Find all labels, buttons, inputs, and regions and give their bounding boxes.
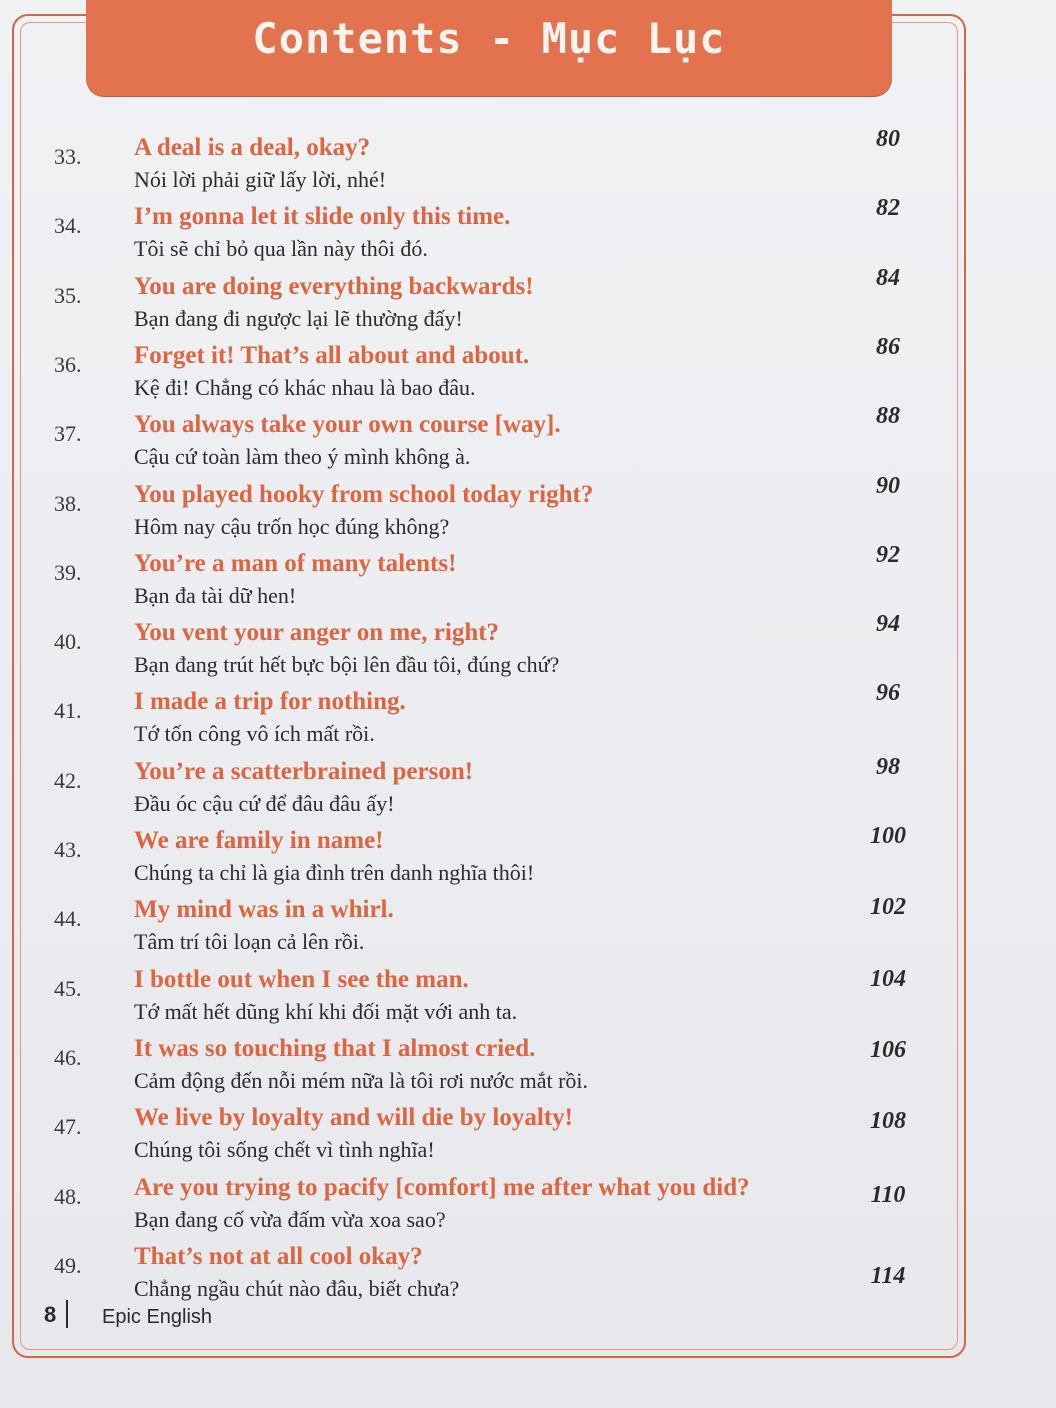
entry-number: 47. (54, 1114, 82, 1140)
toc-entry (0, 611, 960, 685)
entry-page-number: 100 (870, 823, 906, 849)
entry-vietnamese-title: Kệ đi! Chẳng có khác nhau là bao đâu. (134, 374, 476, 400)
entry-page-number: 102 (870, 894, 906, 921)
toc-entry (0, 195, 960, 269)
entry-page-number: 88 (876, 403, 900, 430)
toc-entry (0, 1104, 960, 1170)
entry-page-number: 86 (876, 333, 900, 360)
toc-entry (0, 1243, 960, 1309)
toc-entry (0, 1174, 960, 1240)
entry-number: 33. (54, 144, 82, 169)
entry-number: 43. (54, 837, 82, 862)
entry-page-number: 82 (876, 195, 900, 222)
entry-english-title: A deal is a deal, okay? (134, 134, 371, 161)
entry-number: 40. (54, 629, 82, 655)
entry-number: 39. (54, 559, 82, 585)
toc-entry (0, 264, 960, 339)
entry-number: 38. (54, 490, 82, 516)
toc-entry (0, 541, 960, 616)
toc-entry (0, 680, 960, 754)
entry-vietnamese-title: Bạn đang trút hết bực bội lên đầu tôi, đúng chứ? (134, 652, 560, 678)
entry-page-number: 108 (870, 1108, 906, 1135)
entry-english-title: It was so touching that I almost cried. (134, 1034, 536, 1062)
entry-vietnamese-title: Bạn đang đi ngược lại lẽ thường đấy! (134, 305, 463, 331)
entry-vietnamese-title: Hôm nay cậu trốn học đúng không? (134, 513, 450, 539)
toc-entry (0, 896, 960, 962)
entry-vietnamese-title: Bạn đang cố vừa đấm vừa xoa sao? (134, 1206, 446, 1232)
toc-entry (0, 966, 960, 1032)
entry-page-number: 96 (876, 680, 900, 707)
entry-english-title: Are you trying to pacify [comfort] me after what you did? (134, 1173, 750, 1201)
entry-vietnamese-title: Tôi sẽ chỉ bỏ qua lần này thôi đó. (134, 236, 428, 262)
toc-entry (0, 753, 960, 824)
toc-entry (0, 823, 960, 893)
entry-number: 44. (54, 906, 82, 932)
entry-number: 41. (54, 698, 82, 724)
toc-entry (0, 403, 960, 477)
entry-english-title: We are family in name! (134, 827, 384, 854)
entry-vietnamese-title: Chúng tôi sống chết vì tình nghĩa! (134, 1137, 435, 1163)
entry-number: 36. (54, 351, 82, 377)
entry-english-title: I’m gonna let it slide only this time. (134, 203, 511, 231)
entry-english-title: You played hooky from school today right? (134, 480, 594, 508)
entry-english-title: That’s not at all cool okay? (134, 1242, 423, 1270)
entry-english-title: You always take your own course [way]. (134, 411, 561, 439)
entry-english-title: Forget it! That’s all about and about. (134, 341, 530, 369)
entry-number: 42. (54, 767, 82, 793)
entry-english-title: You’re a man of many talents! (134, 549, 457, 577)
footer-book-title: Epic English (102, 1306, 213, 1328)
entry-number: 34. (54, 213, 82, 239)
entry-number: 35. (54, 282, 82, 308)
entry-page-number: 84 (876, 264, 900, 291)
entry-page-number: 114 (870, 1262, 906, 1289)
entry-number: 37. (54, 421, 82, 447)
entry-vietnamese-title: Tớ mất hết dũng khí khi đối mặt với anh ta. (134, 998, 518, 1024)
entry-page-number: 80 (876, 126, 900, 152)
entry-page-number: 92 (876, 541, 900, 568)
entry-english-title: My mind was in a whirl. (134, 896, 394, 924)
entry-number: 48. (54, 1183, 82, 1209)
entry-english-title: You are doing everything backwards! (134, 272, 534, 300)
entry-vietnamese-title: Đầu óc cậu cứ để đâu đâu ấy! (134, 790, 395, 816)
entry-vietnamese-title: Nói lời phải giữ lấy lời, nhé! (134, 167, 387, 192)
entry-page-number: 94 (876, 611, 900, 638)
entry-vietnamese-title: Chúng ta chỉ là gia đình trên danh nghĩa thôi! (134, 860, 535, 885)
entry-english-title: We live by loyalty and will die by loyalty! (134, 1104, 573, 1132)
entry-english-title: I made a trip for nothing. (134, 688, 406, 716)
toc-entry (0, 472, 960, 547)
entry-english-title: You vent your anger on me, right? (134, 619, 500, 647)
entry-number: 46. (54, 1044, 82, 1070)
page-title: Contents - Mục Lục (252, 14, 726, 63)
entry-page-number: 90 (876, 472, 900, 499)
entry-vietnamese-title: Chẳng ngầu chút nào đâu, biết chưa? (134, 1275, 460, 1301)
entry-vietnamese-title: Tớ tốn công vô ích mất rồi. (134, 721, 375, 747)
entry-page-number: 104 (870, 965, 906, 992)
toc-entry (0, 333, 960, 408)
entry-vietnamese-title: Cậu cứ toàn làm theo ý mình không à. (134, 444, 471, 470)
entry-vietnamese-title: Cảm động đến nỗi mém nữa là tôi rơi nước mắt rồi. (134, 1067, 589, 1093)
toc-entry (0, 1035, 960, 1101)
footer-page-number: 8 (44, 1302, 57, 1327)
entry-number: 49. (54, 1252, 82, 1278)
entry-page-number: 110 (870, 1181, 906, 1208)
entry-english-title: I bottle out when I see the man. (134, 965, 469, 993)
title-banner (86, 0, 892, 96)
footer-divider (66, 1300, 68, 1328)
entry-english-title: You’re a scatterbrained person! (134, 757, 474, 785)
entry-page-number: 98 (876, 753, 900, 780)
toc-entry (0, 126, 960, 200)
entry-page-number: 106 (870, 1036, 906, 1063)
entry-number: 45. (54, 975, 82, 1001)
entry-vietnamese-title: Tâm trí tôi loạn cả lên rồi. (134, 929, 365, 955)
entry-vietnamese-title: Bạn đa tài dữ hen! (134, 582, 297, 608)
